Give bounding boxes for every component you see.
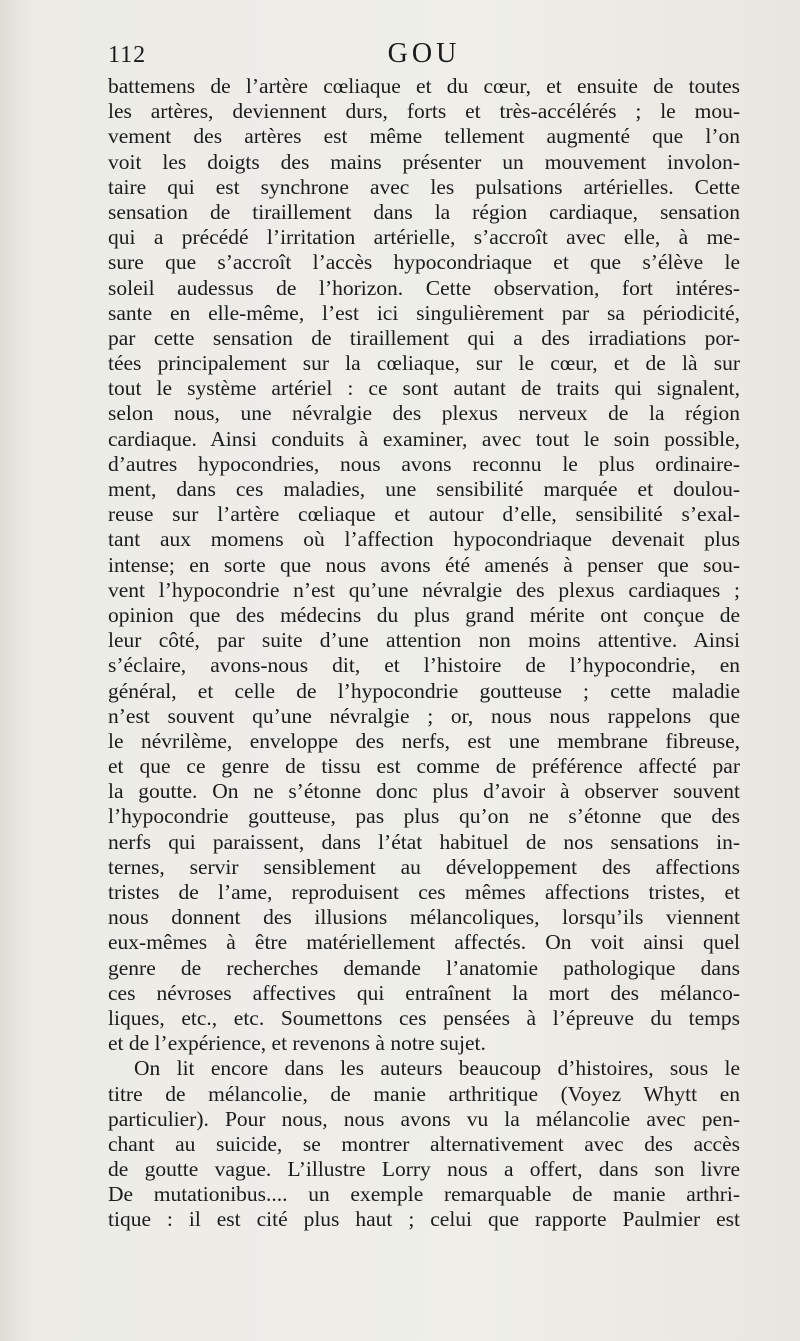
text-line: tées principalement sur la cœliaque, sur le cœur, et de là sur	[108, 351, 740, 376]
text-line: tant aux momens où l’affection hypocondriaque devenait plus	[108, 527, 740, 552]
text-line: ternes, servir sensiblement au développement des affections	[108, 854, 740, 879]
text-line: nerfs qui paraissent, dans l’état habituel de nos sensations in-	[108, 829, 740, 854]
text-line: cardiaque. Ainsi conduits à examiner, avec tout le soin possible,	[108, 426, 740, 451]
page-number: 112	[108, 42, 147, 68]
text-line: reuse sur l’artère cœliaque et autour d’elle, sensibilité s’exal-	[108, 502, 740, 527]
text-line: soleil audessus de l’horizon. Cette observation, fort intéres-	[108, 275, 740, 300]
text-line: chant au suicide, se montrer alternativement avec des accès	[108, 1131, 740, 1156]
text-line: tique : il est cité plus haut ; celui que rapporte Paulmier est	[108, 1207, 740, 1232]
text-line: le névrilème, enveloppe des nerfs, est une membrane fibreuse,	[108, 728, 740, 753]
paragraph	[108, 74, 740, 1056]
text-line: selon nous, une névralgie des plexus nerveux de la région	[108, 401, 740, 426]
text-line: sensation de tiraillement dans la région cardiaque, sensation	[108, 199, 740, 224]
text-line: De mutationibus.... un exemple remarquable de manie arthri-	[108, 1182, 740, 1207]
text-line: la goutte. On ne s’étonne donc plus d’avoir à observer souvent	[108, 779, 740, 804]
page-header	[108, 38, 740, 72]
text-line: par cette sensation de tiraillement qui a des irradiations por-	[108, 325, 740, 350]
text-line: s’éclaire, avons-nous dit, et l’histoire de l’hypocondrie, en	[108, 653, 740, 678]
text-line: général, et celle de l’hypocondrie goutteuse ; cette maladie	[108, 678, 740, 703]
text-line: battemens de l’artère cœliaque et du cœur, et ensuite de toutes	[108, 74, 740, 98]
text-line: l’hypocondrie goutteuse, pas plus qu’on ne s’étonne que des	[108, 804, 740, 829]
text-line: ment, dans ces maladies, une sensibilité marquée et doulou-	[108, 477, 740, 501]
text-line: n’est souvent qu’une névralgie ; or, nous nous rappelons que	[108, 703, 740, 728]
text-line: leur côté, par suite d’une attention non moins attentive. Ainsi	[108, 628, 740, 653]
text-line: qui a précédé l’irritation artérielle, s’accroît avec elle, à me-	[108, 225, 740, 250]
text-line: vement des artères est même tellement augmenté que l’on	[108, 124, 740, 149]
text-line: genre de recherches demande l’anatomie pathologique dans	[108, 955, 740, 980]
text-line: opinion que des médecins du plus grand mérite ont conçue de	[108, 602, 740, 627]
text-line: On lit encore dans les auteurs beaucoup d’histoires, sous le	[134, 1056, 740, 1081]
text-line: sure que s’accroît l’accès hypocondriaque et que s’élève le	[108, 250, 740, 275]
text-line: eux-mêmes à être matériellement affectés. On voit ainsi quel	[108, 930, 740, 955]
text-line: et de l’expérience, et revenons à notre sujet.	[108, 1031, 486, 1056]
text-line: taire qui est synchrone avec les pulsations artérielles. Cette	[108, 174, 740, 199]
text-line: tristes de l’ame, reproduisent ces mêmes affections tristes, et	[108, 880, 740, 904]
body-text	[108, 74, 740, 1233]
text-line: vent l’hypocondrie n’est qu’une névralgie des plexus cardiaques ;	[108, 577, 740, 602]
text-line: voit les doigts des mains présenter un mouvement involon-	[108, 149, 740, 174]
text-line: liques, etc., etc. Soumettons ces pensées à l’épreuve du temps	[108, 1005, 740, 1030]
text-line: sante en elle-même, l’est ici singulièrement par sa périodicité,	[108, 300, 740, 325]
text-line: nous donnent des illusions mélancoliques, lorsqu’ils viennent	[108, 905, 740, 930]
paragraph	[108, 1056, 740, 1232]
text-line: particulier). Pour nous, nous avons vu la mélancolie avec pen-	[108, 1106, 740, 1131]
text-line: intense; en sorte que nous avons été amenés à penser que sou-	[108, 552, 740, 577]
text-line: les artères, deviennent durs, forts et très-accélérés ; le mou-	[108, 99, 740, 124]
text-line: d’autres hypocondries, nous avons reconnu le plus ordinaire-	[108, 451, 740, 476]
text-line: tout le système artériel : ce sont autant de traits qui signalent,	[108, 376, 740, 401]
text-line: et que ce genre de tissu est comme de préférence affecté par	[108, 754, 740, 779]
text-line: ces névroses affectives qui entraînent la mort des mélanco-	[108, 980, 740, 1005]
text-line: titre de mélancolie, de manie arthritique (Voyez Whytt en	[108, 1081, 740, 1106]
running-head: GOU	[387, 38, 461, 69]
text-line: de goutte vague. L’illustre Lorry nous a offert, dans son livre	[108, 1157, 740, 1182]
